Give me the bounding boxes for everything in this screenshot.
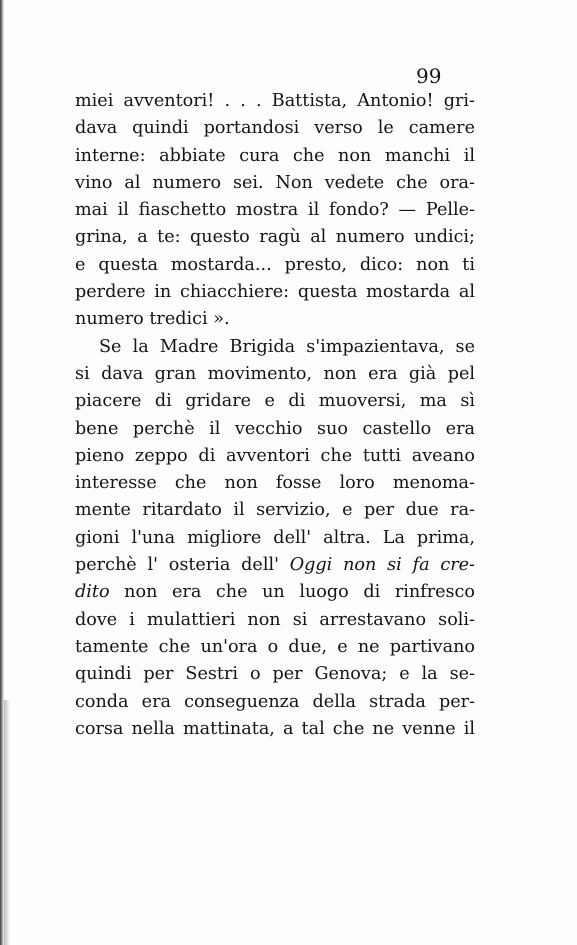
- text-line: numero tredici ».: [75, 309, 230, 330]
- italic-title: Oggi non si fa cre-: [289, 555, 475, 576]
- text-line: [75, 552, 475, 579]
- text-line: conda era conseguenza della strada per-: [75, 691, 475, 712]
- text-line: interesse che non fosse loro menoma-: [75, 473, 475, 494]
- text-line: miei avventori! . . . Battista, Antonio! gri-: [75, 91, 475, 111]
- text-line: e questa mostarda... presto, dico: non ti: [75, 254, 475, 275]
- text-line: piacere di gridare e di muoversi, ma sì: [75, 391, 475, 412]
- text-line: perdere in chiacchiere: questa mostarda al: [75, 282, 475, 303]
- text-line: gioni l'una migliore dell' altra. La prima,: [75, 527, 475, 548]
- text-run: perchè l' osteria dell': [75, 555, 279, 576]
- text-line: Se la Madre Brigida s'impazientava, se: [99, 336, 475, 357]
- text-line: dove i mulattieri non si arrestavano soli-: [75, 609, 475, 630]
- text-line: tamente che un'ora o due, e ne partivano: [75, 636, 475, 657]
- page-binding-shadow: [4, 700, 10, 945]
- text-line: quindi per Sestri o per Genova; e la se-: [75, 664, 475, 685]
- text-line: mente ritardato il servizio, e per due ra-: [75, 500, 475, 521]
- body-text: [75, 88, 475, 743]
- text-line: dava quindi portandosi verso le camere: [75, 118, 475, 139]
- italic-title: dito: [75, 582, 110, 603]
- text-line: interne: abbiate cura che non manchi il: [75, 145, 475, 166]
- text-line: si dava gran movimento, non era già pel: [75, 363, 475, 384]
- text-line: [75, 579, 475, 606]
- text-line: corsa nella mattinata, a tal che ne venne il: [75, 718, 475, 739]
- text-line: vino al numero sei. Non vedete che ora-: [75, 172, 475, 193]
- text-line: pieno zeppo di avventori che tutti aveano: [75, 445, 475, 466]
- text-line: grina, a te: questo ragù al numero undici;: [75, 227, 475, 248]
- text-line: bene perchè il vecchio suo castello era: [75, 418, 475, 439]
- page-number: 99: [416, 64, 442, 88]
- text-line: mai il fiaschetto mostra il fondo? — Pelle-: [75, 200, 475, 221]
- text-run: non era che un luogo di rinfresco: [124, 582, 475, 603]
